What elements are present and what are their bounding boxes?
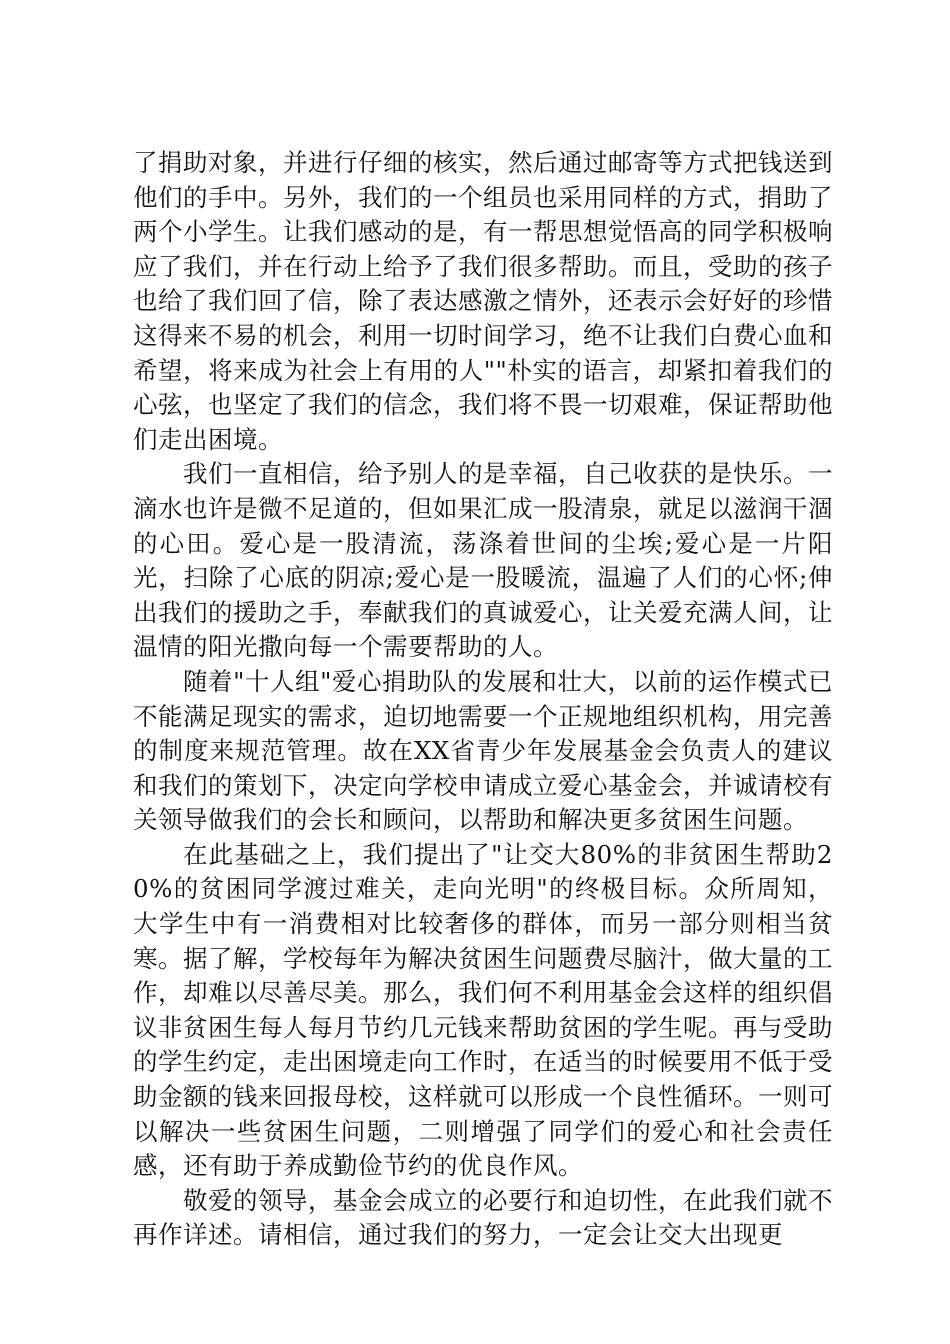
document-body [133,146,833,1253]
paragraph-5: 敬爱的领导，基金会成立的必要行和迫切性，在此我们就不再作详述。请相信，通过我们的努力，一定会让交大出现更 [133,1185,833,1250]
paragraph-1: 了捐助对象，并进行仔细的核实，然后通过邮寄等方式把钱送到他们的手中。另外，我们的一个组员也采用同样的方式，捐助了两个小学生。让我们感动的是，有一帮思想觉悟高的同学积极响应了我们，并在行动上给予了我们很多帮助。而且，受助的孩子也给了我们回了信，除了表达感激之情外，还表示会好好的珍惜这得来不易的机会，利用一切时间学习，绝不让我们白费心血和希望，将来成为社会上有用的人""朴实的语言，却紧扣着我们的心弦，也坚定了我们的信念，我们将不畏一切艰难，保证帮助他们走出困境。 [133,148,833,454]
paragraph-4: 在此基础之上，我们提出了"让交大80%的非贫困生帮助20%的贫困同学渡过难关，走向光明"的终极目标。众所周知，大学生中有一消费相对比较奢侈的群体，而另一部分则相当贫寒。据了解，学校每年为解决贫困生问题费尽脑汁，做大量的工作，却难以尽善尽美。那么，我们何不利用基金会这样的组织倡议非贫困生每人每月节约几元钱来帮助贫困的学生呢。再与受助的学生约定，走出困境走向工作时，在适当的时候要用不低于受助金额的钱来回报母校，这样就可以形成一个良性循环。一则可以解决一些贫困生问题，二则增强了同学们的爱心和社会责任感，还有助于养成勤俭节约的优良作风。 [133,839,833,1181]
paragraph-2: 我们一直相信，给予别人的是幸福，自己收获的是快乐。一滴水也许是微不足道的，但如果汇成一股清泉，就足以滋润干涸的心田。爱心是一股清流，荡涤着世间的尘埃;爱心是一片阳光，扫除了心底的阴凉;爱心是一股暖流，温遍了人们的心怀;伸出我们的援助之手，奉献我们的真诚爱心，让关爱充满人间，让温情的阳光撒向每一个需要帮助的人。 [133,459,833,662]
paragraph-3: 随着"十人组"爱心捐助队的发展和壮大，以前的运作模式已不能满足现实的需求，迫切地需要一个正规地组织机构，用完善的制度来规范管理。故在XX省青少年发展基金会负责人的建议和我们的策划下，决定向学校申请成立爱心基金会，并诚请校有关领导做我们的会长和顾问，以帮助和解决更多贫困生问题。 [133,666,833,835]
